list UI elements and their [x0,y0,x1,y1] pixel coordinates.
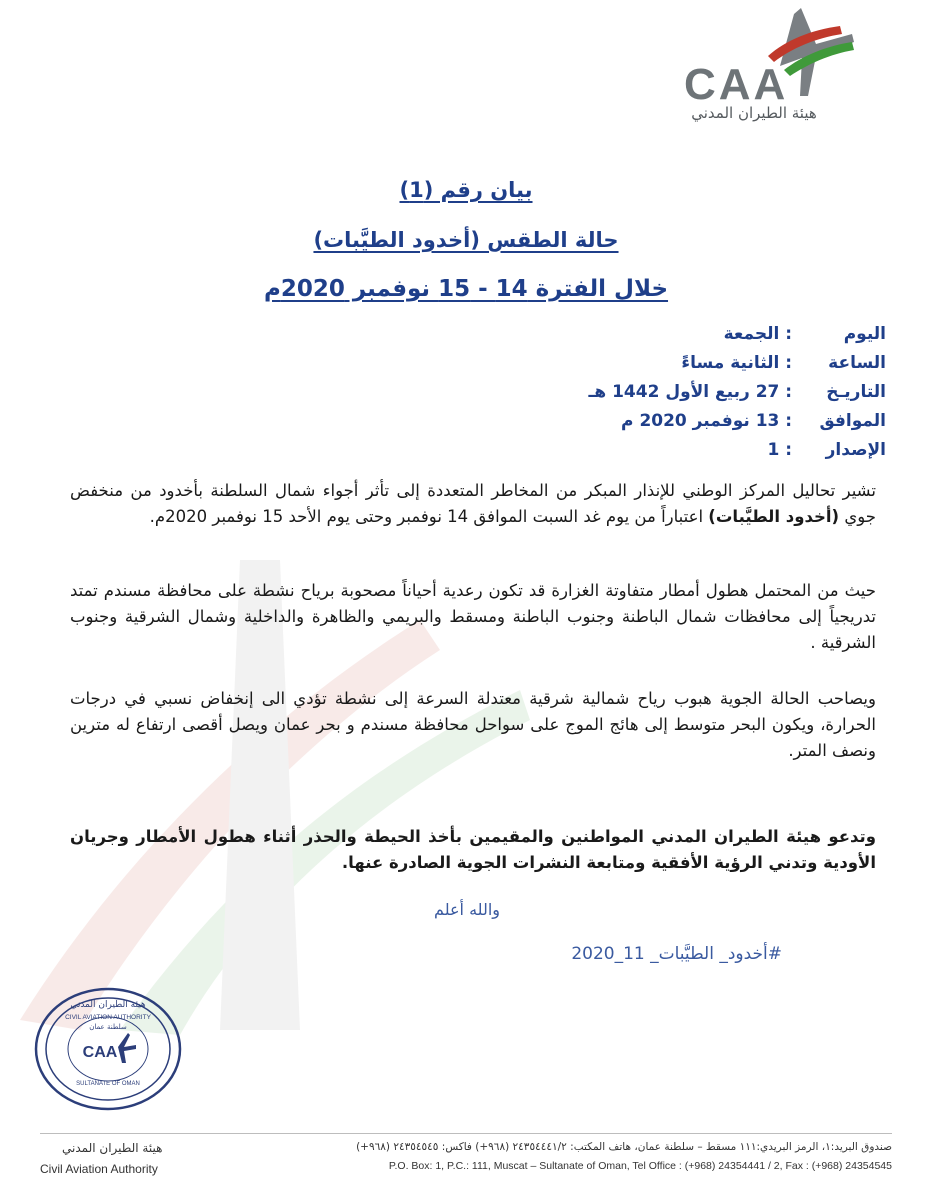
footer-address-en: P.O. Box: 1, P.C.: 111, Muscat – Sultanate of Oman, Tel Office : (+968) 24354441 / 2, Fax : (+968) 24354545 [388,1160,892,1172]
footer-org-ar: هيئة الطيران المدني [62,1141,163,1155]
body-paragraph-1 [70,478,876,530]
logo-subtitle: هيئة الطيران المدني [691,104,817,122]
official-seal [32,985,184,1113]
meta-day [589,320,886,349]
body-paragraph-4: وتدعو هيئة الطيران المدني المواطنين والمقيمين بأخذ الحيطة والحذر أثناء هطول الأمطار وجريان الأودية وتدني الرؤية الأفقية ومتابعة النشرات الجوية الصادرة عنها. [70,827,876,872]
statement-meta [589,320,886,465]
p1-text-b: اعتباراً من يوم غد السبت الموافق 14 نوفمبر وحتى يوم الأحد 15 نوفمبر 2020م. [149,507,709,526]
meta-time-value: : الثانية مساءً [681,353,793,373]
footer-divider [40,1133,892,1134]
meta-time-label: الساعة [828,353,886,373]
meta-issue [589,436,886,465]
statement-number: بيان رقم (1) [399,178,533,202]
seal-en-ring: CIVIL AVIATION AUTHORITY [65,1014,151,1021]
seal-logo: CAA [82,1044,118,1061]
body-paragraph-3: ويصاحب الحالة الجوية هبوب رياح شمالية شرقية معتدلة السرعة إلى نشطة تؤدي الى إنخفاض نسبي في درجات الحرارة، ويكون البحر متوسط إلى هائج الموج على سواحل محافظة مسندم و بحر عمان ويصل أقصى ارتفاع له مترين ونصف المتر. [70,689,876,760]
meta-issue-value: : 1 [767,440,793,460]
meta-date-hijri-label: التاريـخ [826,382,886,402]
meta-day-value: : الجمعة [723,324,793,344]
seal-en-bottom: SULTANATE OF OMAN [76,1081,140,1087]
weather-state-title: حالة الطقس (أخدود الطيَّبات) [313,228,619,252]
meta-time [589,349,886,378]
period-title: خلال الفترة 14 - 15 نوفمبر 2020م [263,276,669,302]
meta-date-hijri [589,378,886,407]
meta-date-gregorian-label: الموافق [819,411,886,431]
logo-text: CAA [684,60,789,109]
hashtag: #أخدود_ الطيَّبات_ 11_2020 [571,944,782,964]
p1-text-a: تشير تحاليل المركز الوطني للإنذار المبكر من المخاطر المتعددة إلى تأثر أجواء شمال السلطنة بأخدود من منخفض جوي [70,481,876,526]
p1-bold: (أخدود الطيَّبات) [708,507,840,526]
meta-date-gregorian-value: : 13 نوفمبر 2020 م [621,411,793,431]
body-paragraph-2: حيث من المحتمل هطول أمطار متفاوتة الغزارة قد تكون رعدية أحياناً مصحوبة برياح نشطة على محافظة مسندم تمتد تدريجياً إلى محافظات شمال الباطنة وجنوب الباطنة ومسقط والبريمي والظاهرة والداخلية وشمال الشرقية وجنوب الشرقية . [70,581,876,652]
meta-day-label: اليوم [843,324,886,344]
footer-org-en: Civil Aviation Authority [40,1162,158,1176]
closing-phrase: والله أعلم [434,900,500,919]
meta-date-gregorian [589,407,886,436]
seal-ar-top: هيئة الطيران المدني [70,1000,146,1010]
meta-issue-label: الإصدار [825,440,886,460]
footer-address-ar: صندوق البريد:١، الرمز البريدي:١١١ مسقط – سلطنة عمان، هاتف المكتب: ٢٤٣٥٤٤٤١/٢ (٩٦٨+) فاكس: ٢٤٣٥٤٥٤٥ (٩٦٨+) [356,1141,892,1153]
meta-date-hijri-value: : 27 ربيع الأول 1442 هـ [588,382,793,402]
seal-ar-mid: سلطنة عمان [89,1023,127,1031]
